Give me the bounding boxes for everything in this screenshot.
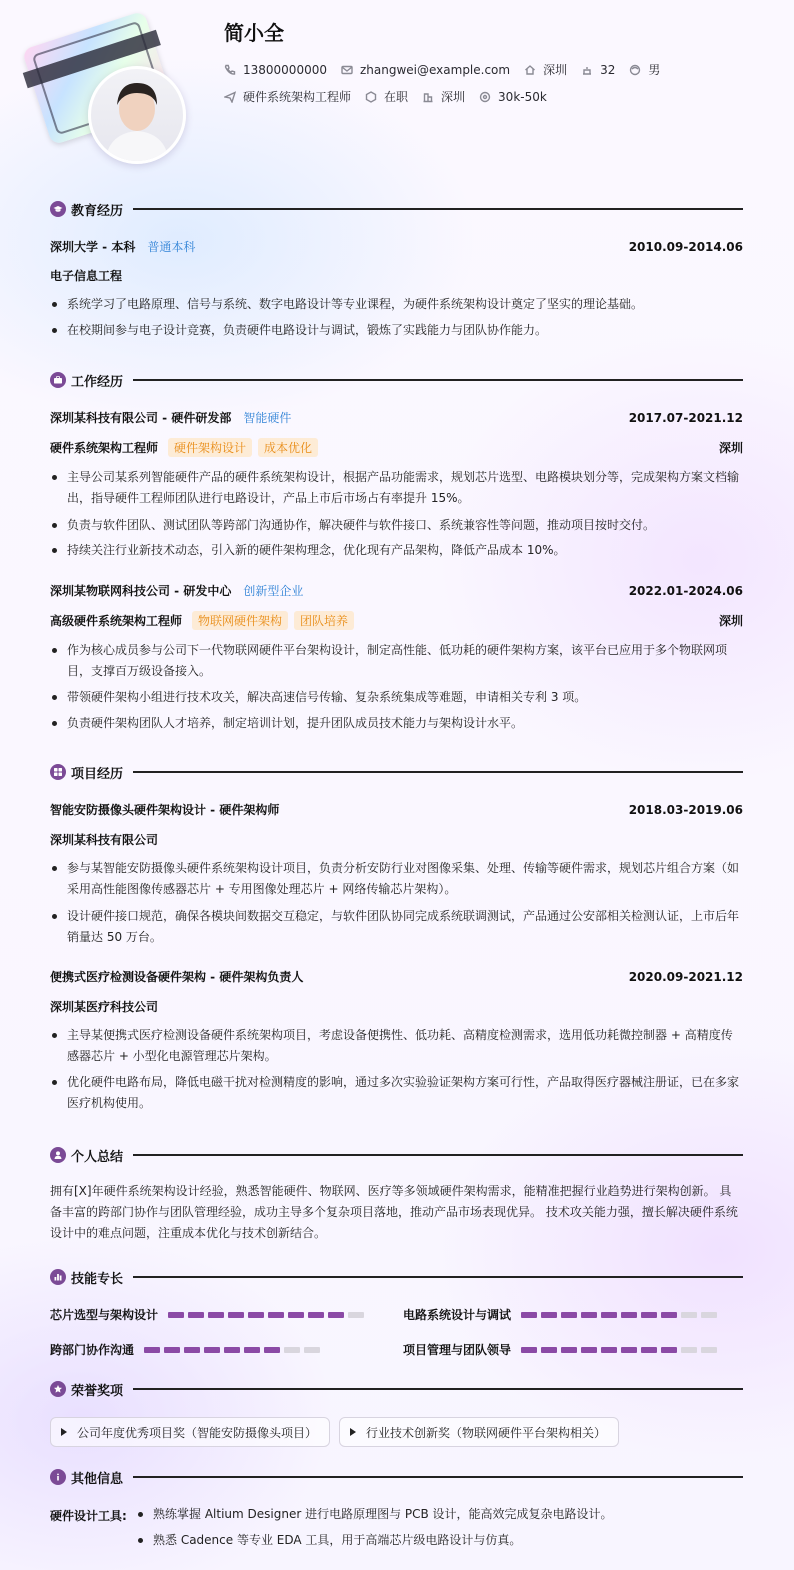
list-item: 熟悉 Cadence 等专业 EDA 工具，用于高端芯片级电路设计与仿真。 bbox=[136, 1530, 743, 1551]
skill-level-segment bbox=[641, 1347, 657, 1353]
skill-level-segment bbox=[188, 1312, 204, 1318]
skill-level-segment bbox=[541, 1347, 557, 1353]
skill-tag: 硬件架构设计 bbox=[168, 438, 252, 457]
skill-level-segment bbox=[561, 1312, 577, 1318]
section-other bbox=[50, 1467, 743, 1487]
triangle-right-icon bbox=[61, 1428, 67, 1436]
company-name: 深圳某科技有限公司 - 硬件研发部 bbox=[50, 411, 232, 425]
school-name: 深圳大学 - 本科 bbox=[50, 240, 136, 254]
section-title: 荣誉奖项 bbox=[71, 1383, 124, 1399]
company-tag: 智能硬件 bbox=[243, 411, 292, 425]
list-item: 系统学习了电路原理、信号与系统、数字电路设计等专业课程，为硬件系统架构设计奠定了坚实的理论基础。 bbox=[50, 294, 743, 315]
project-company bbox=[50, 831, 743, 848]
skill-level-segment bbox=[581, 1347, 597, 1353]
skill-item bbox=[50, 1341, 324, 1358]
status-text: 在职 bbox=[384, 90, 409, 104]
graduation-cap-icon bbox=[50, 201, 66, 217]
contact-row bbox=[224, 61, 674, 78]
skill-level-segment bbox=[284, 1347, 300, 1353]
skill-level-segment bbox=[244, 1347, 260, 1353]
skill-level-segment bbox=[348, 1312, 364, 1318]
company-name: 深圳某物联网科技公司 - 研发中心 bbox=[50, 584, 232, 598]
skill-tag: 成本优化 bbox=[258, 438, 318, 457]
work-city: 深圳 bbox=[718, 614, 743, 628]
project-period: 2018.03-2019.06 bbox=[628, 802, 743, 817]
skill-level-segment bbox=[601, 1312, 617, 1318]
skill-item bbox=[403, 1306, 721, 1323]
skill-level-segment bbox=[661, 1312, 677, 1318]
section-honors bbox=[50, 1379, 743, 1399]
work-city: 深圳 bbox=[718, 441, 743, 455]
skill-tag: 物联网硬件架构 bbox=[192, 611, 288, 630]
triangle-right-icon bbox=[350, 1428, 356, 1436]
city-icon bbox=[422, 91, 434, 103]
skill-level-segment bbox=[288, 1312, 304, 1318]
skill-level-segment bbox=[164, 1347, 180, 1353]
skill-level-segment bbox=[581, 1312, 597, 1318]
section-title: 个人总结 bbox=[71, 1149, 124, 1165]
skill-level-segment bbox=[264, 1347, 280, 1353]
section-education bbox=[50, 199, 743, 219]
gender-icon bbox=[629, 64, 641, 76]
avatar bbox=[88, 66, 186, 164]
skill-level-segment bbox=[521, 1347, 537, 1353]
award-icon bbox=[50, 1381, 66, 1397]
project-company-name: 深圳某科技有限公司 bbox=[50, 833, 159, 847]
list-item: 带领硬件架构小组进行技术攻关，解决高速信号传输、复杂系统集成等难题，申请相关专利 3 项。 bbox=[50, 687, 743, 708]
send-icon bbox=[224, 91, 236, 103]
section-title: 其他信息 bbox=[71, 1471, 124, 1487]
list-item: 持续关注行业新技术动态，引入新的硬件架构理念，优化现有产品架构，降低产品成本 10%。 bbox=[50, 540, 743, 561]
award-text: 公司年度优秀项目奖（智能安防摄像头项目） bbox=[77, 1425, 318, 1440]
education-header bbox=[50, 238, 743, 255]
skill-level-segment bbox=[541, 1312, 557, 1318]
skill-item bbox=[403, 1341, 721, 1358]
skill-level-segment bbox=[621, 1312, 637, 1318]
skill-name: 电路系统设计与调试 bbox=[403, 1308, 512, 1322]
education-major bbox=[50, 267, 743, 284]
list-item: 负责硬件架构团队人才培养，制定培训计划，提升团队成员技术能力与架构设计水平。 bbox=[50, 713, 743, 734]
phone-icon bbox=[224, 64, 236, 76]
award-item bbox=[339, 1417, 619, 1447]
work-role bbox=[50, 611, 743, 630]
section-title: 工作经历 bbox=[71, 374, 124, 390]
list-item: 在校期间参与电子设计竞赛，负责硬件电路设计与调试，锻炼了实践能力与团队协作能力。 bbox=[50, 320, 743, 341]
section-title: 项目经历 bbox=[71, 766, 124, 782]
section-skills bbox=[50, 1267, 743, 1287]
section-summary bbox=[50, 1145, 743, 1165]
project-name: 智能安防摄像头硬件架构设计 - 硬件架构师 bbox=[50, 803, 280, 817]
project-header bbox=[50, 968, 743, 985]
skill-level-segment bbox=[228, 1312, 244, 1318]
school-tag: 普通本科 bbox=[147, 240, 196, 254]
skill-level-bar bbox=[144, 1347, 324, 1353]
summary-text: 拥有[X]年硬件系统架构设计经验，熟悉智能硬件、物联网、医疗等多领域硬件架构需求，能精准把握行业趋势进行架构创新。 具备丰富的跨部门协作与团队管理经验，成功主导多个复杂项目落地，推动产品市场表现优异。 技术攻关能力强，擅长解决硬件系统设计中的难点问题，注重成本优化与技术创新结合。 bbox=[50, 1184, 738, 1240]
work-period: 2017.07-2021.12 bbox=[628, 410, 743, 425]
section-title: 教育经历 bbox=[71, 203, 124, 219]
skill-level-segment bbox=[208, 1312, 224, 1318]
education-period: 2010.09-2014.06 bbox=[628, 239, 743, 254]
email-text: zhangwei@example.com bbox=[359, 62, 511, 77]
age-text: 32 bbox=[600, 62, 616, 77]
skill-level-segment bbox=[601, 1347, 617, 1353]
award-text: 行业技术创新奖（物联网硬件平台架构相关） bbox=[366, 1425, 607, 1440]
grid-icon bbox=[50, 764, 66, 780]
company-tag: 创新型企业 bbox=[243, 584, 304, 598]
skill-tag: 团队培养 bbox=[294, 611, 354, 630]
job-title: 硬件系统架构工程师 bbox=[50, 441, 159, 455]
age-icon bbox=[581, 64, 593, 76]
skill-item bbox=[50, 1306, 368, 1323]
other-label: 硬件设计工具: bbox=[50, 1509, 127, 1523]
candidate-name: 简小全 bbox=[224, 21, 284, 45]
intent-row bbox=[224, 88, 561, 105]
list-item: 优化硬件电路布局，降低电磁干扰对检测精度的影响，通过多次实验验证架构方案可行性，产品取得医疗器械注册证，已在多家医疗机构使用。 bbox=[50, 1072, 743, 1114]
project-period: 2020.09-2021.12 bbox=[628, 969, 743, 984]
location-text: 深圳 bbox=[543, 63, 568, 77]
section-projects bbox=[50, 762, 743, 782]
work-role bbox=[50, 438, 743, 457]
list-item: 熟练掌握 Altium Designer 进行电路原理图与 PCB 设计，能高效完成复杂电路设计。 bbox=[136, 1504, 743, 1525]
skill-level-bar bbox=[521, 1347, 721, 1353]
briefcase-icon bbox=[50, 372, 66, 388]
skill-level-segment bbox=[681, 1312, 697, 1318]
skill-level-segment bbox=[701, 1347, 717, 1353]
salary-text: 30k-50k bbox=[498, 89, 547, 104]
position-text: 硬件系统架构工程师 bbox=[243, 90, 352, 104]
status-icon bbox=[365, 91, 377, 103]
skill-level-bar bbox=[168, 1312, 368, 1318]
list-item: 负责与软件团队、测试团队等跨部门沟通协作，解决硬件与软件接口、系统兼容性等问题，推动项目按时交付。 bbox=[50, 515, 743, 536]
list-item: 作为核心成员参与公司下一代物联网硬件平台架构设计，制定高性能、低功耗的硬件架构方案，该平台已应用于多个物联网项目，支撑百万级设备接入。 bbox=[50, 640, 743, 682]
work-period: 2022.01-2024.06 bbox=[628, 583, 743, 598]
skill-level-segment bbox=[621, 1347, 637, 1353]
skill-level-segment bbox=[328, 1312, 344, 1318]
phone-text: 13800000000 bbox=[243, 62, 327, 77]
skill-level-segment bbox=[304, 1347, 320, 1353]
info-icon bbox=[50, 1469, 66, 1485]
salary-icon bbox=[479, 91, 491, 103]
skill-level-segment bbox=[168, 1312, 184, 1318]
skill-level-segment bbox=[661, 1347, 677, 1353]
skill-level-segment bbox=[204, 1347, 220, 1353]
skill-name: 跨部门协作沟通 bbox=[50, 1343, 135, 1357]
gender-text: 男 bbox=[648, 63, 661, 77]
home-icon bbox=[524, 64, 536, 76]
skill-level-segment bbox=[184, 1347, 200, 1353]
skill-level-segment bbox=[561, 1347, 577, 1353]
skill-name: 芯片选型与架构设计 bbox=[50, 1308, 159, 1322]
project-company-name: 深圳某医疗科技公司 bbox=[50, 1000, 159, 1014]
user-icon bbox=[50, 1147, 66, 1163]
award-item bbox=[50, 1417, 330, 1447]
job-title: 高级硬件系统架构工程师 bbox=[50, 614, 183, 628]
skill-level-bar bbox=[521, 1312, 721, 1318]
list-item: 主导公司某系列智能硬件产品的硬件系统架构设计，根据产品功能需求，规划芯片选型、电路模块划分等，完成架构方案文档输出，指导硬件工程师团队进行电路设计，产品上市后市场占有率提升 15%。 bbox=[50, 467, 743, 509]
project-header bbox=[50, 801, 743, 818]
skill-level-segment bbox=[701, 1312, 717, 1318]
project-company bbox=[50, 998, 743, 1015]
target-city-text: 深圳 bbox=[441, 90, 466, 104]
list-item: 主导某便携式医疗检测设备硬件系统架构项目，考虑设备便携性、低功耗、高精度检测需求，选用低功耗微控制器 + 高精度传感器芯片 + 小型化电源管理芯片架构。 bbox=[50, 1025, 743, 1067]
skill-level-segment bbox=[268, 1312, 284, 1318]
skill-level-segment bbox=[248, 1312, 264, 1318]
bar-chart-icon bbox=[50, 1269, 66, 1285]
section-title: 技能专长 bbox=[71, 1271, 124, 1287]
work-header bbox=[50, 582, 743, 599]
project-name: 便携式医疗检测设备硬件架构 - 硬件架构负责人 bbox=[50, 970, 304, 984]
skill-name: 项目管理与团队领导 bbox=[403, 1343, 512, 1357]
skill-level-segment bbox=[641, 1312, 657, 1318]
skill-level-segment bbox=[144, 1347, 160, 1353]
skill-level-segment bbox=[681, 1347, 697, 1353]
list-item: 参与某智能安防摄像头硬件系统架构设计项目，负责分析安防行业对图像采集、处理、传输等硬件需求，规划芯片组合方案（如采用高性能图像传感器芯片 + 专用图像处理芯片 + 网络传输芯片架构）。 bbox=[50, 858, 743, 900]
skill-level-segment bbox=[521, 1312, 537, 1318]
mail-icon bbox=[341, 64, 353, 76]
skill-level-segment bbox=[308, 1312, 324, 1318]
section-work bbox=[50, 370, 743, 390]
work-header bbox=[50, 409, 743, 426]
major-name: 电子信息工程 bbox=[50, 269, 123, 283]
skill-level-segment bbox=[224, 1347, 240, 1353]
list-item: 设计硬件接口规范，确保各模块间数据交互稳定，与软件团队协同完成系统联调测试，产品通过公安部相关检测认证，上市后年销量达 50 万台。 bbox=[50, 906, 743, 948]
